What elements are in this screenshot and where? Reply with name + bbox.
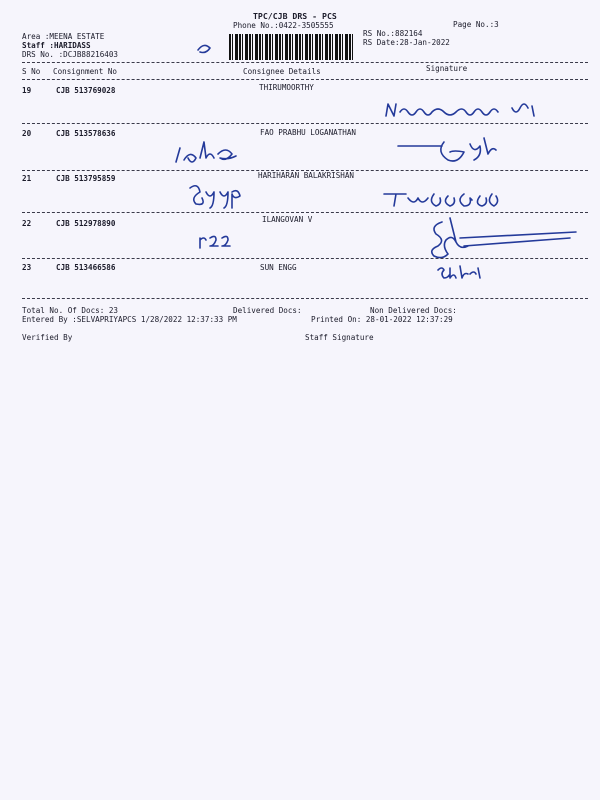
col-consignee: Consignee Details [243, 67, 321, 76]
row-consignment: CJB 512978890 [56, 219, 116, 228]
row-consignee: FAO PRABHU LOGANATHAN [260, 128, 357, 137]
row-sno: 23 [22, 263, 32, 272]
row-consignee: SUN ENGG [260, 263, 297, 272]
delivered-docs: Delivered Docs: [233, 306, 302, 315]
signature-21-a [182, 180, 262, 212]
row-sno: 22 [22, 219, 32, 228]
row-divider [22, 258, 588, 259]
document-title: TPC/CJB DRS - PCS [253, 11, 337, 21]
row-consignment: CJB 513769028 [56, 86, 116, 95]
header-divider [22, 62, 588, 63]
rs-number: RS No.:882164 [363, 29, 423, 38]
printed-on: Printed On: 28-01-2022 12:37:29 [311, 315, 453, 324]
footer-divider [22, 298, 588, 299]
barcode [229, 34, 355, 60]
row-consignment: CJB 513795859 [56, 174, 116, 183]
non-delivered-docs: Non Delivered Docs: [370, 306, 457, 315]
pen-mark-icon [196, 40, 216, 56]
row-consignment: CJB 513466586 [56, 263, 116, 272]
page-number: Page No.:3 [453, 20, 499, 29]
signature-22-b [420, 212, 580, 264]
phone-number: Phone No.:0422-3505555 [233, 21, 334, 30]
row-consignee: ILANGOVAN V [262, 215, 313, 224]
signature-23 [434, 262, 494, 282]
staff-signature-label: Staff Signature [305, 333, 374, 342]
row-consignment: CJB 513578636 [56, 129, 116, 138]
signature-21-b [380, 186, 520, 214]
drs-number: DRS No. :DCJB88216403 [22, 50, 119, 59]
col-signature: Signature [426, 64, 468, 73]
row-divider [22, 123, 588, 124]
area-label: Area :MEENA ESTATE [22, 32, 105, 41]
staff-label: Staff :HARIDASS [22, 41, 91, 50]
row-sno: 21 [22, 174, 32, 183]
columns-divider [22, 79, 588, 80]
signature-22-a [196, 228, 246, 250]
signature-19 [382, 100, 552, 122]
verified-by: Verified By [22, 333, 73, 342]
col-consignment: Consignment No [53, 67, 118, 76]
total-docs: Total No. Of Docs: 23 [22, 306, 119, 315]
row-consignee: HARIHARAN BALAKRISHAN [258, 171, 355, 180]
signature-20-a [170, 138, 250, 170]
entered-by: Entered By :SELVAPRIYAPCS 1/28/2022 12:37:33 PM [22, 315, 237, 324]
col-sno: S No [22, 67, 41, 76]
signature-20-b [396, 134, 506, 168]
rs-date: RS Date:28-Jan-2022 [363, 38, 450, 47]
row-consignee: THIRUMOORTHY [259, 83, 314, 92]
row-sno: 19 [22, 86, 32, 95]
row-sno: 20 [22, 129, 32, 138]
